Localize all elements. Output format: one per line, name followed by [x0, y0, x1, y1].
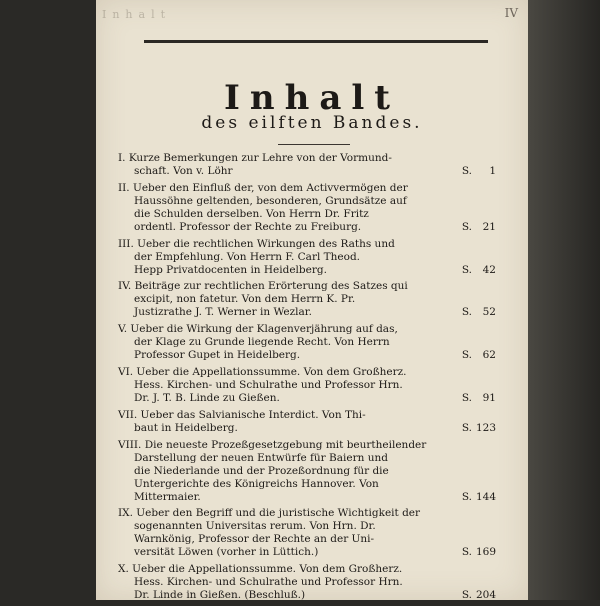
toc-entry-line [118, 264, 496, 277]
toc-page-ref [456, 165, 496, 178]
toc-entry-line [118, 491, 496, 504]
toc-entry-line: III. Ueber die rechtlichen Wirkungen des Raths und [118, 237, 395, 250]
toc-entry [118, 507, 496, 559]
toc-entry-line: X. Ueber die Appellationssumme. Von dem Großherz. [118, 563, 403, 576]
toc-page-ref [456, 422, 496, 435]
toc-page-number: 62 [482, 349, 496, 362]
toc-page-number: 52 [482, 306, 496, 319]
toc-page-number: 169 [475, 546, 496, 559]
toc-entry-line: VII. Ueber das Salvianische Interdict. Von Thi- [118, 408, 366, 421]
toc-entry-line: der Empfehlung. Von Herrn F. Carl Theod. [134, 250, 361, 263]
toc-page-number: 21 [482, 220, 496, 233]
toc-entry-line [118, 392, 496, 405]
toc-page-ref [456, 221, 496, 234]
toc-entry-line: I. Kurze Bemerkungen zur Lehre von der Vormund- [118, 152, 392, 164]
toc-page-ref [456, 491, 496, 504]
toc-entry-text: versität Löwen (vorher in Lüttich.) [134, 546, 319, 559]
toc-entry-text: schaft. Von v. Löhr [134, 165, 233, 177]
toc-entry [118, 439, 496, 504]
toc-entry-text: Dr. Linde in Gießen. (Beschluß.) [134, 589, 306, 602]
toc-entry-line: excipit, non fatetur. Von dem Herrn K. Pr. [134, 293, 356, 306]
toc-page-label: S. [461, 349, 472, 362]
toc-page-label: S. [461, 391, 472, 404]
toc-page-label: S. [461, 263, 472, 276]
toc-entry-text: baut in Heidelberg. [134, 421, 238, 434]
toc-entry [118, 152, 496, 178]
toc-page-label: S. [461, 306, 472, 319]
toc-entry-line: V. Ueber die Wirkung der Klagenverjährung auf das, [118, 323, 398, 336]
toc-page-label: S. [461, 490, 472, 503]
toc-entry-line: VI. Ueber die Appellationssumme. Von dem Großherz. [118, 365, 407, 378]
toc-page-label: S. [461, 421, 472, 434]
divider [278, 144, 350, 145]
toc-entry-line [118, 589, 496, 602]
toc-entry-line: sogenannten Universitas rerum. Von Hrn. Dr. [134, 520, 376, 533]
toc-page-ref [456, 392, 496, 405]
toc-entry [118, 409, 496, 435]
toc-entry-line: der Klage zu Grunde liegende Recht. Von Herrn [134, 336, 390, 349]
header-rule [144, 40, 488, 43]
toc-entry-line: II. Ueber den Einfluß der, von dem Activvermögen der [118, 181, 408, 194]
toc-entry-line [118, 221, 496, 234]
toc-entry-line: die Niederlande und der Prozeßordnung für die [134, 464, 389, 477]
toc-page-label: S. [461, 165, 472, 177]
toc-page-label: S. [461, 589, 472, 602]
toc-entry [118, 238, 496, 277]
toc-page-label: S. [461, 220, 472, 233]
toc-entry-line [118, 422, 496, 435]
toc-entry [118, 563, 496, 602]
toc-entry [118, 280, 496, 319]
toc-page-number: 1 [489, 165, 496, 177]
toc-page-label: S. [461, 546, 472, 559]
toc-page-ref [456, 306, 496, 319]
toc-page-number: 204 [475, 589, 496, 602]
toc-page-ref [456, 589, 496, 602]
toc-entry-line: IV. Beiträge zur rechtlichen Erörterung des Satzes qui [118, 280, 408, 293]
toc-entry-line [118, 349, 496, 362]
toc-entry-text: Dr. J. T. B. Linde zu Gießen. [134, 391, 280, 404]
toc-page-number: 123 [475, 421, 496, 434]
toc-page-ref [456, 546, 496, 559]
toc-entry-line: VIII. Die neueste Prozeßgesetzgebung mit beurtheilender [118, 438, 427, 451]
toc-entry-text: Mittermaier. [134, 490, 201, 503]
toc-entry-line: Darstellung der neuen Entwürfe für Baiern und [134, 451, 388, 464]
toc-page-ref [456, 264, 496, 277]
book-page [96, 0, 528, 600]
book-spine [528, 0, 600, 600]
toc-entry-line: Hess. Kirchen- und Schulrathe und Professor Hrn. [134, 378, 403, 391]
toc-entry-line: IX. Ueber den Begriff und die juristische Wichtigkeit der [118, 507, 421, 520]
toc-entry-line [118, 165, 496, 178]
toc-entry-text: Justizrathe J. T. Werner in Wezlar. [134, 306, 312, 319]
page-number-roman: IV [504, 6, 518, 20]
toc-entry-text: Professor Gupet in Heidelberg. [134, 349, 301, 362]
table-of-contents [118, 152, 496, 606]
toc-entry [118, 323, 496, 362]
toc-page-number: 91 [482, 391, 496, 404]
toc-entry-line: Untergerichte des Königreichs Hannover. Von [134, 477, 379, 490]
toc-entry-line: Haussöhne geltenden, besonderen, Grundsätze auf [134, 194, 407, 207]
toc-entry-line: die Schulden derselben. Von Herrn Dr. Fritz [134, 207, 369, 220]
toc-entry-text: ordentl. Professor der Rechte zu Freiburg. [134, 220, 362, 233]
toc-page-number: 144 [475, 490, 496, 503]
page-subtitle: des eilften Bandes. [201, 113, 423, 133]
page-title: Inhalt [224, 78, 400, 118]
toc-entry-text: Hepp Privatdocenten in Heidelberg. [134, 263, 327, 276]
toc-entry [118, 366, 496, 405]
toc-page-ref [456, 349, 496, 362]
toc-entry [118, 182, 496, 234]
toc-entry-line [118, 306, 496, 319]
toc-page-number: 42 [482, 263, 496, 276]
toc-entry-line [118, 546, 496, 559]
bleed-through-text: Inhalt [102, 8, 172, 21]
toc-entry-line: Hess. Kirchen- und Schulrathe und Professor Hrn. [134, 576, 403, 589]
toc-entry-line: Warnkönig, Professor der Rechte an der Uni- [134, 533, 375, 546]
